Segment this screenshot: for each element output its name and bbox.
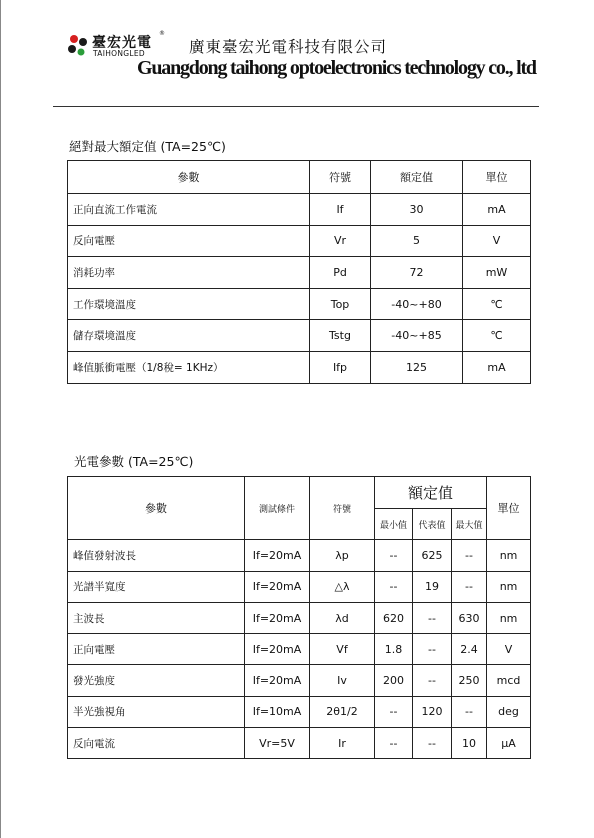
param-cell: 峰值發射波長 bbox=[68, 540, 245, 571]
param-cell: 光譜半寬度 bbox=[68, 571, 245, 602]
header-condition: 測試條件 bbox=[245, 477, 310, 540]
abs-max-table bbox=[67, 160, 531, 384]
header-symbol: 符號 bbox=[310, 477, 375, 540]
table-row bbox=[68, 571, 531, 602]
logo-dots-icon bbox=[66, 33, 90, 57]
min-cell: -- bbox=[375, 571, 413, 602]
param-cell: 消耗功率 bbox=[68, 257, 310, 289]
param-cell: 發光強度 bbox=[68, 665, 245, 696]
max-cell: -- bbox=[452, 571, 487, 602]
electro-optical-title: 光電參數 (TA=25℃) bbox=[74, 454, 194, 469]
value-cell: 72 bbox=[371, 257, 463, 289]
registered-mark: ® bbox=[159, 30, 165, 37]
abs-max-header-row bbox=[68, 161, 531, 194]
typ-cell: 120 bbox=[413, 696, 452, 727]
max-cell: 10 bbox=[452, 728, 487, 759]
header-max: 最大值 bbox=[452, 509, 487, 540]
max-cell: 630 bbox=[452, 602, 487, 633]
unit-cell: ℃ bbox=[463, 320, 531, 352]
typ-cell: 625 bbox=[413, 540, 452, 571]
condition-cell: If=10mA bbox=[245, 696, 310, 727]
page-left-edge bbox=[0, 0, 1, 838]
symbol-cell: Iv bbox=[310, 665, 375, 696]
company-name-chinese: 廣東臺宏光電科技有限公司 bbox=[189, 38, 388, 56]
symbol-cell: Pd bbox=[310, 257, 371, 289]
typ-cell: 19 bbox=[413, 571, 452, 602]
unit-cell: mcd bbox=[487, 665, 531, 696]
min-cell: -- bbox=[375, 540, 413, 571]
table-row bbox=[68, 602, 531, 633]
unit-cell: mW bbox=[463, 257, 531, 289]
header-param: 參數 bbox=[68, 477, 245, 540]
condition-cell: If=20mA bbox=[245, 634, 310, 665]
value-cell: -40~+80 bbox=[371, 288, 463, 320]
param-cell: 正向電壓 bbox=[68, 634, 245, 665]
param-cell: 半光強視角 bbox=[68, 696, 245, 727]
condition-cell: If=20mA bbox=[245, 665, 310, 696]
max-cell: -- bbox=[452, 696, 487, 727]
param-cell: 正向直流工作電流 bbox=[68, 194, 310, 226]
symbol-cell: △λ bbox=[310, 571, 375, 602]
unit-cell: V bbox=[463, 225, 531, 257]
value-cell: 125 bbox=[371, 351, 463, 383]
min-cell: 200 bbox=[375, 665, 413, 696]
symbol-cell: Vr bbox=[310, 225, 371, 257]
condition-cell: Vr=5V bbox=[245, 728, 310, 759]
param-cell: 峰值脈衝電壓（1/8稅= 1KHz） bbox=[68, 351, 310, 383]
table-row bbox=[68, 540, 531, 571]
header-divider bbox=[53, 106, 539, 107]
unit-cell: deg bbox=[487, 696, 531, 727]
min-cell: -- bbox=[375, 728, 413, 759]
condition-cell: If=20mA bbox=[245, 540, 310, 571]
typ-cell: -- bbox=[413, 602, 452, 633]
table-row bbox=[68, 351, 531, 383]
table-row bbox=[68, 696, 531, 727]
unit-cell: nm bbox=[487, 540, 531, 571]
header-rating: 額定值 bbox=[371, 161, 463, 194]
header-rating: 額定值 bbox=[375, 477, 487, 509]
table-row bbox=[68, 288, 531, 320]
header-unit: 單位 bbox=[463, 161, 531, 194]
max-cell: 2.4 bbox=[452, 634, 487, 665]
typ-cell: -- bbox=[413, 634, 452, 665]
condition-cell: If=20mA bbox=[245, 571, 310, 602]
symbol-cell: If bbox=[310, 194, 371, 226]
table-row bbox=[68, 728, 531, 759]
header-min: 最小值 bbox=[375, 509, 413, 540]
header-symbol: 符號 bbox=[310, 161, 371, 194]
value-cell: -40~+85 bbox=[371, 320, 463, 352]
header-unit: 單位 bbox=[487, 477, 531, 540]
max-cell: -- bbox=[452, 540, 487, 571]
company-name-english: Guangdong taihong optoelectronics technology co., ltd bbox=[137, 57, 536, 79]
unit-cell: mA bbox=[463, 351, 531, 383]
header-param: 參數 bbox=[68, 161, 310, 194]
value-cell: 5 bbox=[371, 225, 463, 257]
header-typ: 代表值 bbox=[413, 509, 452, 540]
table-row bbox=[68, 225, 531, 257]
typ-cell: -- bbox=[413, 665, 452, 696]
symbol-cell: Ir bbox=[310, 728, 375, 759]
param-cell: 反向電流 bbox=[68, 728, 245, 759]
logo-chinese-text: 臺宏光電 bbox=[92, 35, 152, 51]
typ-cell: -- bbox=[413, 728, 452, 759]
symbol-cell: Top bbox=[310, 288, 371, 320]
value-cell: 30 bbox=[371, 194, 463, 226]
symbol-cell: λd bbox=[310, 602, 375, 633]
abs-max-title: 絕對最大額定值 (TA=25℃) bbox=[69, 139, 226, 154]
param-cell: 反向電壓 bbox=[68, 225, 310, 257]
symbol-cell: Ifp bbox=[310, 351, 371, 383]
symbol-cell: λp bbox=[310, 540, 375, 571]
param-cell: 儲存環境溫度 bbox=[68, 320, 310, 352]
table-row bbox=[68, 320, 531, 352]
max-cell: 250 bbox=[452, 665, 487, 696]
table-row bbox=[68, 257, 531, 289]
min-cell: -- bbox=[375, 696, 413, 727]
symbol-cell: Tstg bbox=[310, 320, 371, 352]
eo-header-row-1 bbox=[68, 477, 531, 509]
unit-cell: μA bbox=[487, 728, 531, 759]
unit-cell: V bbox=[487, 634, 531, 665]
param-cell: 主波長 bbox=[68, 602, 245, 633]
table-row bbox=[68, 665, 531, 696]
table-row bbox=[68, 634, 531, 665]
table-row bbox=[68, 194, 531, 226]
symbol-cell: 2θ1/2 bbox=[310, 696, 375, 727]
unit-cell: nm bbox=[487, 571, 531, 602]
unit-cell: ℃ bbox=[463, 288, 531, 320]
symbol-cell: Vf bbox=[310, 634, 375, 665]
unit-cell: mA bbox=[463, 194, 531, 226]
min-cell: 620 bbox=[375, 602, 413, 633]
min-cell: 1.8 bbox=[375, 634, 413, 665]
condition-cell: If=20mA bbox=[245, 602, 310, 633]
electro-optical-table bbox=[67, 476, 531, 759]
unit-cell: nm bbox=[487, 602, 531, 633]
param-cell: 工作環境溫度 bbox=[68, 288, 310, 320]
logo-english-text: TAIHONGLED bbox=[93, 49, 145, 58]
